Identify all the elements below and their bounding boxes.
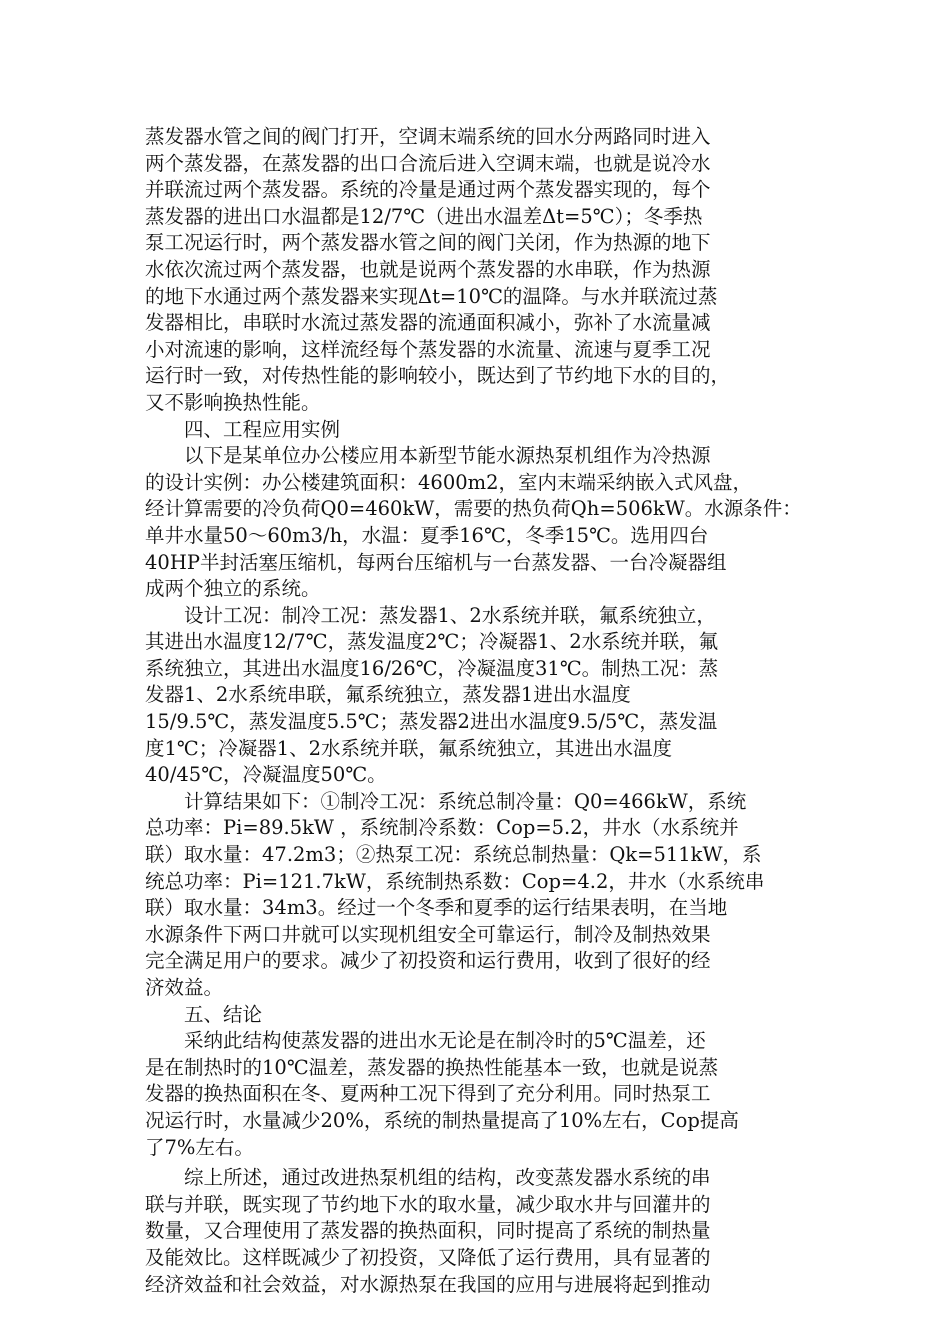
text-line: 单井水量50～60m3/h，水温：夏季16℃，冬季15℃。选用四台 [145, 523, 709, 547]
text-line: 发器1、2水系统串联，氟系统独立，蒸发器1进出水温度 [145, 683, 631, 707]
paragraph-3 [145, 603, 810, 789]
text-line: 小对流速的影响，这样流经每个蒸发器的水流量、流速与夏季工况 [145, 337, 711, 361]
text-line: 15/9.5℃，蒸发温度5.5℃；蒸发器2进出水温度9.5/5℃，蒸发温 [145, 710, 718, 734]
text-line: 泵工况运行时，两个蒸发器水管之间的阀门关闭，作为热源的地下 [145, 231, 711, 255]
text-line: 发器的换热面积在冬、夏两种工况下得到了充分利用。同时热泵工 [145, 1082, 711, 1106]
text-line: 的设计实例：办公楼建筑面积：4600m2，室内末端采纳嵌入式风盘， [145, 470, 753, 494]
text-line: 其进出水温度12/7℃，蒸发温度2℃；冷凝器1、2水系统并联，氟 [145, 630, 719, 654]
text-line: 计算结果如下：①制冷工况：系统总制冷量：Q0=466kW，系统 [184, 789, 747, 813]
section-title: 四、工程应用实例 [184, 417, 341, 441]
paragraph-2 [145, 443, 810, 603]
paragraph-4 [145, 789, 810, 1002]
text-line: 的地下水通过两个蒸发器来实现Δt=10℃的温降。与水并联流过蒸 [145, 284, 718, 308]
text-line: 又不影响换热性能。 [145, 390, 321, 414]
section-heading-4 [145, 417, 810, 444]
text-line: 40/45℃，冷凝温度50℃。 [145, 763, 387, 787]
text-line: 完全满足用户的要求。减少了初投资和运行费用，收到了很好的经 [145, 949, 711, 973]
text-line: 设计工况：制冷工况：蒸发器1、2水系统并联，氟系统独立， [184, 603, 716, 627]
text-line: 成两个独立的系统。 [145, 577, 321, 601]
text-line: 40HP半封活塞压缩机，每两台压缩机与一台蒸发器、一台冷凝器组 [145, 550, 727, 574]
text-line: 统总功率：Pi=121.7kW，系统制热系数：Cop=4.2，井水（水系统串 [145, 869, 765, 893]
text-line: 水依次流过两个蒸发器，也就是说两个蒸发器的水串联，作为热源 [145, 257, 711, 281]
text-line: 以下是某单位办公楼应用本新型节能水源热泵机组作为冷热源 [184, 444, 711, 468]
paragraph-6 [145, 1165, 810, 1298]
text-line: 经济效益和社会效益，对水源热泵在我国的应用与进展将起到推动 [145, 1272, 711, 1296]
text-line: 并联流过两个蒸发器。系统的冷量是通过两个蒸发器实现的，每个 [145, 178, 711, 202]
text-line: 两个蒸发器，在蒸发器的出口合流后进入空调末端，也就是说冷水 [145, 151, 711, 175]
text-line: 系统独立，其进出水温度16/26℃，冷凝温度31℃。制热工况：蒸 [145, 656, 719, 680]
text-line: 综上所述，通过改进热泵机组的结构，改变蒸发器水系统的串 [184, 1166, 711, 1190]
text-line: 采纳此结构使蒸发器的进出水无论是在制冷时的5℃温差，还 [184, 1029, 706, 1053]
text-line: 度1℃；冷凝器1、2水系统并联，氟系统独立，其进出水温度 [145, 736, 673, 760]
text-line: 水源条件下两口井就可以实现机组安全可靠运行，制冷及制热效果 [145, 922, 711, 946]
paragraph-5 [145, 1028, 810, 1161]
text-line: 联）取水量：47.2m3；②热泵工况：系统总制热量：Qk=511kW，系 [145, 843, 762, 867]
text-line: 总功率：Pi=89.5kW ，系统制冷系数：Cop=5.2，井水（水系统并 [145, 816, 739, 840]
document-page [145, 124, 810, 1298]
text-line: 蒸发器水管之间的阀门打开，空调末端系统的回水分两路同时进入 [145, 125, 711, 148]
text-line: 联与并联，既实现了节约地下水的取水量，减少取水井与回灌井的 [145, 1192, 711, 1216]
text-line: 运行时一致，对传热性能的影响较小，既达到了节约地下水的目的， [145, 364, 731, 388]
paragraph-1 [145, 124, 810, 417]
text-line: 数量，又合理使用了蒸发器的换热面积，同时提高了系统的制热量 [145, 1219, 711, 1243]
text-line: 是在制热时的10℃温差，蒸发器的换热性能基本一致，也就是说蒸 [145, 1055, 719, 1079]
text-line: 蒸发器的进出口水温都是12/7℃（进出水温差Δt=5℃）；冬季热 [145, 204, 703, 228]
text-line: 了7%左右。 [145, 1135, 254, 1159]
section-heading-5 [145, 1002, 810, 1029]
section-title: 五、结论 [184, 1002, 263, 1026]
text-line: 经计算需要的冷负荷Q0=460kW，需要的热负荷Qh=506kW。水源条件： [145, 497, 802, 521]
text-line: 发器相比，串联时水流过蒸发器的流通面积减小，弥补了水流量减 [145, 311, 711, 335]
text-line: 济效益。 [145, 976, 224, 999]
text-line: 及能效比。这样既减少了初投资，又降低了运行费用，具有显著的 [145, 1245, 711, 1269]
text-line: 联）取水量：34m3。经过一个冬季和夏季的运行结果表明，在当地 [145, 896, 728, 920]
text-line: 况运行时，水量减少20%，系统的制热量提高了10%左右，Cop提高 [145, 1108, 739, 1132]
